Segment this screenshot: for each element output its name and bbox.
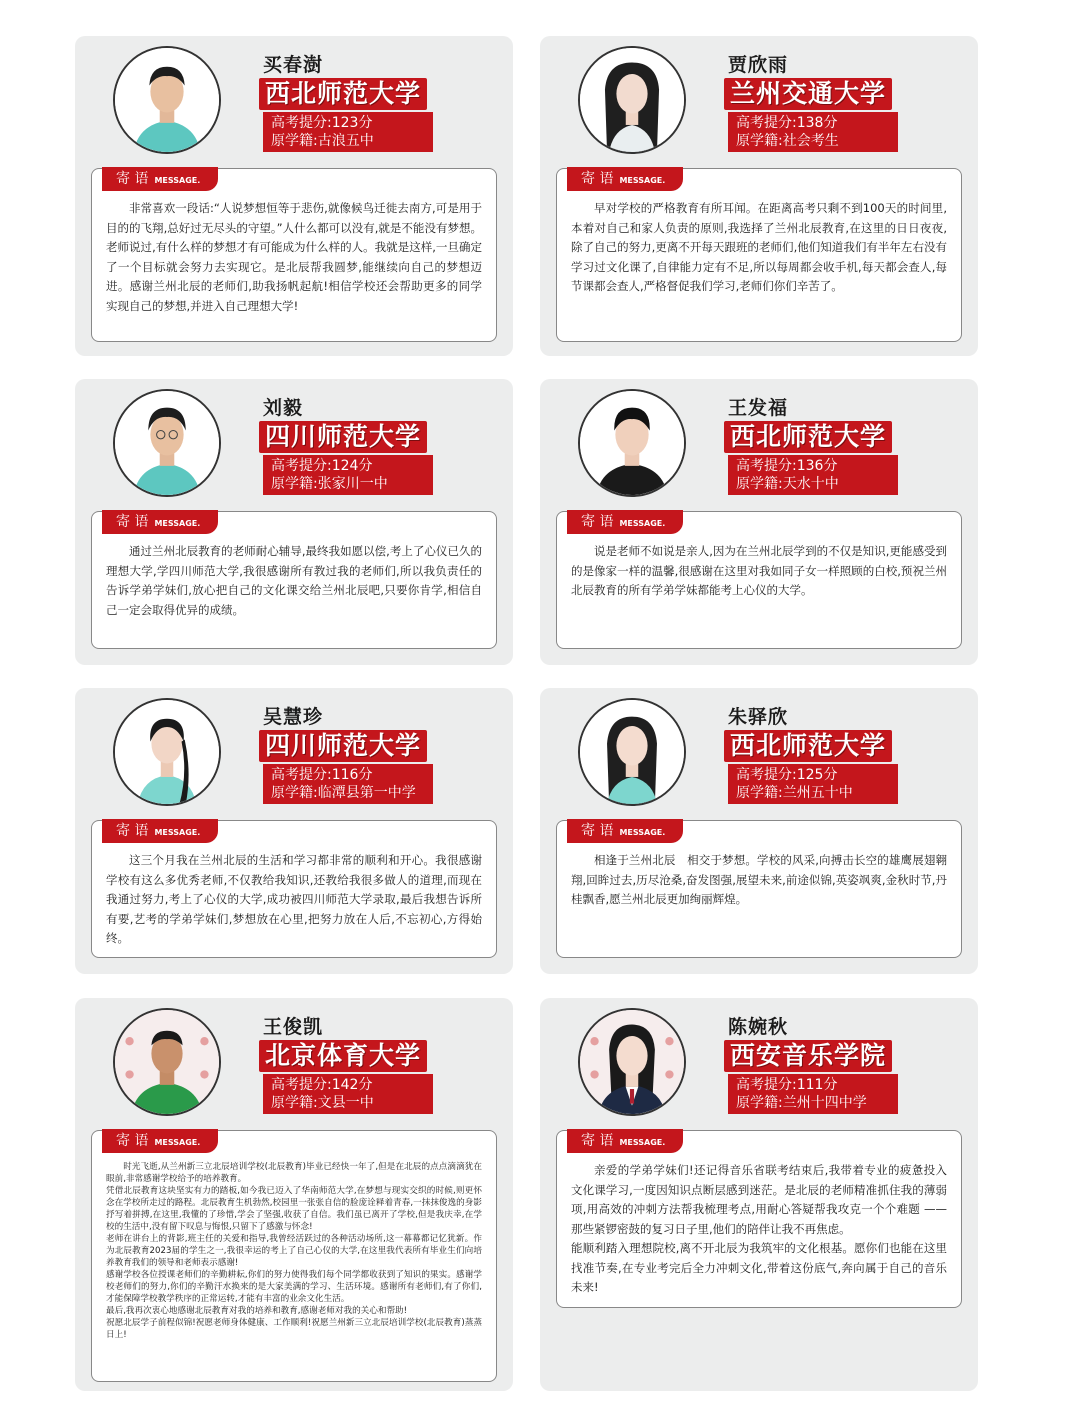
score-info xyxy=(728,455,898,495)
message-tag: 寄 语 MESSAGE. xyxy=(102,167,218,191)
university-name: 西北师范大学 xyxy=(724,421,892,453)
student-card xyxy=(540,998,978,1391)
message-tag: 寄 语 MESSAGE. xyxy=(102,510,218,534)
student-photo xyxy=(578,389,686,497)
score-info xyxy=(263,1074,433,1114)
score-info xyxy=(263,455,433,495)
student-name: 王发福 xyxy=(728,397,789,419)
score-gain: 高考提分:123分 xyxy=(271,115,373,131)
original-school: 原学籍:临潭县第一中学 xyxy=(271,785,416,801)
message-tag: 寄 语 MESSAGE. xyxy=(567,167,683,191)
score-info xyxy=(728,1074,898,1114)
original-school: 原学籍:古浪五中 xyxy=(271,133,374,149)
message-tag: 寄 语 MESSAGE. xyxy=(567,1129,683,1153)
university-name: 西北师范大学 xyxy=(724,730,892,762)
student-card xyxy=(75,688,513,974)
message-box xyxy=(91,1130,497,1382)
student-card xyxy=(75,998,513,1391)
score-info xyxy=(728,112,898,152)
message-tag: 寄 语 MESSAGE. xyxy=(567,819,683,843)
original-school: 原学籍:文县一中 xyxy=(271,1095,374,1111)
student-name: 贾欣雨 xyxy=(728,54,789,76)
score-gain: 高考提分:111分 xyxy=(736,1077,838,1093)
message-box xyxy=(91,168,497,342)
student-photo xyxy=(113,1008,221,1116)
score-gain: 高考提分:138分 xyxy=(736,115,838,131)
student-photo xyxy=(578,698,686,806)
message-box xyxy=(556,1130,962,1308)
student-name: 朱驿欣 xyxy=(728,706,789,728)
original-school: 原学籍:张家川一中 xyxy=(271,476,388,492)
message-text: 亲爱的学弟学妹们!还记得音乐省联考结束后,我带着专业的疲惫投入文化课学习,一度因知识点断层感到迷茫。是北辰的老师精准抓住我的薄弱项,用高效的冲刺方法帮我梳理考点,用耐心答疑帮我攻克一个个难题 —— 那些紧锣密鼓的复习日子里,他们的陪伴让我不再焦虑。 能顺利踏入理想院校,离不开北辰为我筑牢的文化根基。愿你们也能在这里找准节奏,在专业考完后全力冲刺文化,带着这份底气,奔向属于自己的音乐未来! xyxy=(571,1163,947,1294)
original-school: 原学籍:社会考生 xyxy=(736,133,839,149)
message-text: 非常喜欢一段话:“人说梦想恒等于悲伤,就像候鸟迁徙去南方,可是用于目的的飞翔,总好过无尽头的守望。”人什么都可以没有,就是不能没有梦想。老师说过,有什么样的梦想才有可能成为什么样的人。我就是这样,一旦确定了一个目标就会努力去实现它。是北辰帮我圆梦,能继续向自己的梦想迈进。感谢兰州北辰的老师们,助我扬帆起航!相信学校还会帮助更多的同学实现自己的梦想,并进入自己理想大学! xyxy=(106,201,482,313)
message-tag: 寄 语 MESSAGE. xyxy=(102,1129,218,1153)
student-name: 王俊凯 xyxy=(263,1016,324,1038)
university-name: 西北师范大学 xyxy=(259,78,427,110)
message-text: 相逢于兰州北辰 相交于梦想。学校的风采,向搏击长空的雄鹰展翅翱翔,回眸过去,历尽沧桑,奋发图强,展望未来,前途似锦,英姿飒爽,金秋时节,丹桂飘香,愿兰州北辰更加绚丽辉煌。 xyxy=(571,853,947,906)
score-info xyxy=(728,764,898,804)
message-tag: 寄 语 MESSAGE. xyxy=(567,510,683,534)
message-box xyxy=(91,820,497,958)
message-box xyxy=(556,511,962,649)
student-photo xyxy=(113,698,221,806)
student-name: 买春澍 xyxy=(263,54,324,76)
student-name: 陈婉秋 xyxy=(728,1016,789,1038)
student-name: 刘毅 xyxy=(263,397,304,419)
university-name: 北京体育大学 xyxy=(259,1040,427,1072)
score-gain: 高考提分:116分 xyxy=(271,767,373,783)
original-school: 原学籍:兰州十四中学 xyxy=(736,1095,867,1111)
student-name: 吴慧珍 xyxy=(263,706,324,728)
message-box xyxy=(91,511,497,649)
score-gain: 高考提分:125分 xyxy=(736,767,838,783)
message-text: 早对学校的严格教育有所耳闻。在距离高考只剩不到100天的时间里,本着对自己和家人负责的原则,我选择了兰州北辰教育,在这里的日日夜夜,除了自己的努力,更离不开每天跟班的老师们,他们知道我们有半年左右没有学习过文化课了,自律能力定有不足,所以每周都会收手机,每天都会查人,每节课都会查人,严格督促我们学习,老师们你们辛苦了。 xyxy=(571,201,947,293)
student-card xyxy=(75,36,513,356)
message-text: 这三个月我在兰州北辰的生活和学习都非常的顺利和开心。我很感谢学校有这么多优秀老师,不仅教给我知识,还教给我很多做人的道理,而现在我通过努力,考上了心仪的大学,成功被四川师范大学录取,最后我想告诉所有要,艺考的学弟学妹们,梦想放在心里,把努力放在人后,不忘初心,方得始终。 xyxy=(106,853,482,945)
score-gain: 高考提分:136分 xyxy=(736,458,838,474)
message-box xyxy=(556,168,962,342)
message-text: 说是老师不如说是亲人,因为在兰州北辰学到的不仅是知识,更能感受到的是像家一样的温馨,很感谢在这里对我如同子女一样照顾的白校,预祝兰州北辰教育的所有学弟学妹都能考上心仪的大学。 xyxy=(571,544,947,597)
message-text: 通过兰州北辰教育的老师耐心辅导,最终我如愿以偿,考上了心仪已久的理想大学,学四川师范大学,我很感谢所有教过我的老师们,所以我负责任的告诉学弟学妹们,放心把自己的文化课交给兰州北辰吧,只要你肯学,相信自己一定会取得优异的成绩。 xyxy=(106,544,482,617)
original-school: 原学籍:兰州五十中 xyxy=(736,785,853,801)
student-card xyxy=(540,688,978,974)
university-name: 四川师范大学 xyxy=(259,730,427,762)
student-photo xyxy=(578,1008,686,1116)
student-card xyxy=(540,36,978,356)
score-gain: 高考提分:142分 xyxy=(271,1077,373,1093)
student-photo xyxy=(113,46,221,154)
original-school: 原学籍:天水十中 xyxy=(736,476,839,492)
message-text: 时光飞逝,从兰州新三立北辰培训学校(北辰教育)毕业已经快一年了,但是在北辰的点点滴滴犹在眼前,非常感谢学校给予的培养教育。 凭借北辰教育这块坚实有力的踏板,如今我已迈入了华南师范大学,在梦想与现实交织的时候,则更怀念在学校所走过的路程。北辰教育生机勃然,校园里一张张自信的脸庞诠释着青春,一抹抹俊逸的身影抒写着拼搏,在这里,我懂的了珍惜,学会了坚强,收获了自信。我们虽已离开了学校,但是我庆幸,在学校的生活中,没有留下叹息与悔恨,只留下了感激与怀念! 老师在讲台上的背影,班主任的关爱和指导,我曾经活跃过的各种活动场所,这一幕幕都记忆犹新。作为北辰教育2023届的学生之一,我很幸运的考上了自己心仪的大学,在这里我代表所有毕业生们向培养教育我们的领导和老师表示感谢! 感谢学校各位授课老师们的辛勤耕耘,你们的努力使得我们每个同学都收获到了知识的果实。感谢学校老师们的努力,你们的辛勤汗水换来的是大家美满的学习、生活环境。感谢所有老师们,有了你们,才能保障学校教学秩序的正常运转,才能有丰富的业余文化生活。 最后,我再次衷心地感谢北辰教育对我的培养和教育,感谢老师对我的关心和帮助! 祝愿北辰学子前程似锦!祝愿老师身体健康、工作顺利!祝愿兰州新三立北辰培训学校(北辰教育)蒸蒸日上! xyxy=(106,1162,482,1340)
score-info xyxy=(263,112,433,152)
message-box xyxy=(556,820,962,958)
student-photo xyxy=(578,46,686,154)
score-info xyxy=(263,764,433,804)
student-photo xyxy=(113,389,221,497)
message-tag: 寄 语 MESSAGE. xyxy=(102,819,218,843)
student-card xyxy=(540,379,978,665)
university-name: 西安音乐学院 xyxy=(724,1040,892,1072)
university-name: 兰州交通大学 xyxy=(724,78,892,110)
student-card xyxy=(75,379,513,665)
score-gain: 高考提分:124分 xyxy=(271,458,373,474)
university-name: 四川师范大学 xyxy=(259,421,427,453)
